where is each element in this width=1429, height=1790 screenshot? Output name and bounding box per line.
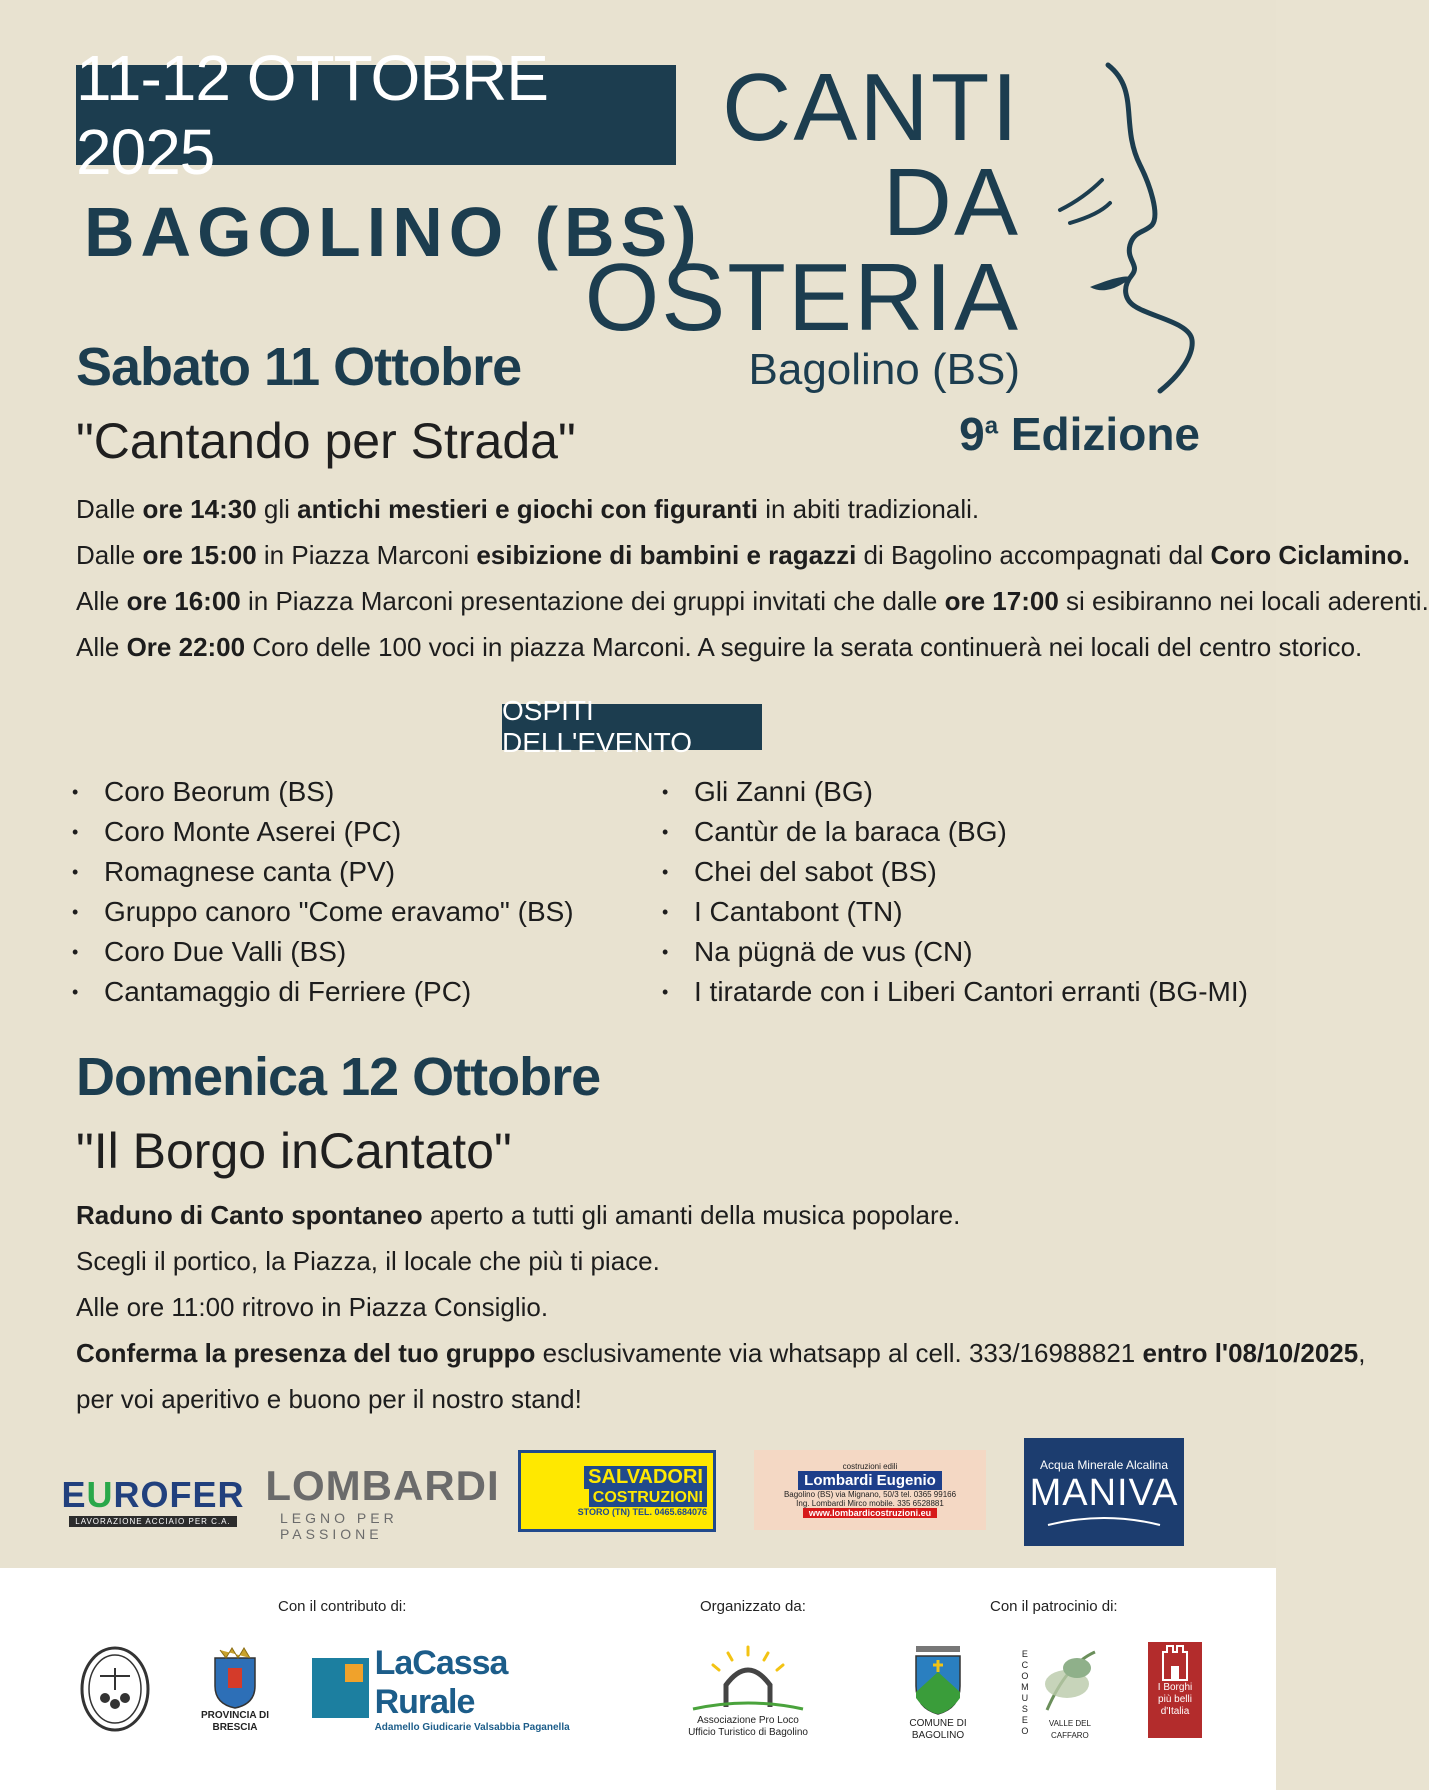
saturday-program-bold-text: Ore 22:00 — [126, 632, 246, 662]
saturday-program-bold-text: ore 14:30 — [142, 494, 257, 524]
saturday-program-text: Dalle — [76, 494, 143, 524]
cassa-rurale-logo — [312, 1643, 602, 1733]
provincia-brescia-logo — [196, 1640, 274, 1740]
saturday-program-text: Dalle — [76, 540, 143, 570]
eugenio-address: Bagolino (BS) via Mignano, 50/3 tel. 0365 99166 — [783, 1490, 957, 1499]
saturday-program-line — [76, 578, 1429, 624]
pro-loco-caption-2: Ufficio Turistico di Bagolino — [688, 1727, 808, 1738]
saturday-program-line — [76, 532, 1429, 578]
sunday-program-text: esclusivamente via whatsapp al cell. 333/16988821 — [535, 1338, 1143, 1368]
maniva-tagline: Acqua Minerale Alcalina — [1039, 1457, 1169, 1472]
event-town: BAGOLINO (BS) — [84, 193, 703, 271]
cassa-rurale-sub: Adamello Giudicarie Valsabbia Paganella — [374, 1721, 570, 1733]
credits-organizzato-label: Organizzato da: — [700, 1598, 806, 1615]
ecomuseo-caption: ECOMUSEO — [1021, 1649, 1029, 1736]
guest-item: • Gli Zanni (BG) — [662, 772, 1248, 812]
guest-item: • Cantùr de la baraca (BG) — [662, 812, 1248, 852]
sunday-program-line — [76, 1284, 1365, 1330]
sunday-program-text: Scegli il portico, la Piazza, il locale che più ti piace. — [76, 1246, 660, 1276]
festival-logo — [584, 54, 1240, 475]
pro-loco-caption-1: Associazione Pro Loco — [697, 1715, 799, 1726]
lombardi-tagline: LEGNO PER PASSIONE — [280, 1510, 398, 1542]
saturday-program-text: Coro delle 100 voci in piazza Marconi. A seguire la serata continuerà nei locali del centro storico. — [245, 632, 1363, 662]
edition-superscript: a — [984, 412, 999, 440]
salvadori-name: SALVADORI — [584, 1466, 707, 1489]
sunday-program-line — [76, 1192, 1365, 1238]
logo-line-osteria: OSTERIA — [584, 244, 1020, 351]
maniva-swoosh-icon — [1044, 1515, 1164, 1527]
sponsor-logos — [0, 1436, 1276, 1546]
borghi-tower-icon — [1157, 1642, 1193, 1682]
sunday-program-text: , — [1358, 1338, 1366, 1368]
saturday-subtitle: "Cantando per Strada" — [76, 413, 576, 469]
lombardi-legno-logo — [265, 1456, 500, 1548]
guest-item: • Chei del sabot (BS) — [662, 852, 1248, 892]
salvadori-type: COSTRUZIONI — [589, 1489, 707, 1507]
borghi-piu-belli-logo — [1148, 1642, 1202, 1738]
guests-list-left — [72, 772, 574, 1012]
eurofer-letter-u: U — [86, 1473, 114, 1515]
credits-patrocinio-label: Con il patrocinio di: — [990, 1598, 1118, 1615]
saturday-program-text: Alle — [76, 586, 127, 616]
saturday-program-line — [76, 486, 1429, 532]
eugenio-name: Lombardi Eugenio — [798, 1471, 942, 1490]
guest-item: • Coro Due Valli (BS) — [72, 932, 574, 972]
saturday-program-text: gli — [256, 494, 298, 524]
saturday-program-bold-text: ore 16:00 — [126, 586, 241, 616]
coat-of-arms-seal-icon — [78, 1644, 152, 1734]
saturday-program-text: si esibiranno nei locali aderenti. — [1058, 586, 1429, 616]
event-date-banner — [76, 42, 676, 188]
saturday-program-line — [76, 624, 1429, 670]
guest-item: • I tiratarde con i Liberi Cantori erranti (BG-MI) — [662, 972, 1248, 1012]
sunday-program-bold-text: entro l'08/10/2025 — [1142, 1338, 1359, 1368]
sunday-title: Domenica 12 Ottobre — [76, 1047, 601, 1107]
sunday-program-text: aperto a tutti gli amanti della musica popolare. — [422, 1200, 961, 1230]
maniva-name: MANIVA — [1029, 1471, 1179, 1514]
edition-word: Edizione — [1010, 408, 1200, 460]
cassa-rurale-la: La — [374, 1643, 413, 1682]
saturday-program-text: di Bagolino accompagnati dal — [856, 540, 1211, 570]
ecomuseo-sub: VALLE DEL CAFFARO — [1048, 1719, 1091, 1740]
guest-item: • Coro Monte Aserei (PC) — [72, 812, 574, 852]
cassa-rurale-square-icon — [312, 1658, 369, 1718]
guest-item: • Coro Beorum (BS) — [72, 772, 574, 812]
sunday-program-text: Alle ore 11:00 ritrovo in Piazza Consiglio. — [76, 1292, 549, 1322]
saturday-program — [76, 486, 1429, 670]
saturday-program-text: in Piazza Marconi presentazione dei gruppi invitati che dalle — [240, 586, 945, 616]
saturday-title: Sabato 11 Ottobre — [76, 337, 522, 397]
ecomuseo-plant-icon — [1037, 1644, 1103, 1718]
salvadori-logo — [518, 1450, 716, 1532]
sunday-program-line — [76, 1238, 1365, 1284]
comune-bagolino-logo — [896, 1640, 980, 1744]
saturday-program-text: in abiti tradizionali. — [758, 494, 980, 524]
sunday-program-text: per voi aperitivo e buono per il nostro stand! — [76, 1384, 582, 1414]
saturday-program-bold-text: Coro Ciclamino. — [1210, 540, 1410, 570]
eugenio-small: costruzioni edili — [842, 1462, 898, 1471]
eurofer-logo — [58, 1472, 248, 1528]
comune-caption: COMUNE DI BAGOLINO — [909, 1718, 967, 1741]
eurofer-letter-e: E — [61, 1473, 87, 1515]
sunday-program-line — [76, 1330, 1365, 1376]
sunday-program-bold-text: Raduno di Canto spontaneo — [76, 1200, 423, 1230]
saturday-program-bold-text: ore 15:00 — [142, 540, 257, 570]
logo-edition — [959, 407, 1200, 461]
guest-item: • Romagnese canta (PV) — [72, 852, 574, 892]
logo-line-canti: CANTI — [722, 54, 1020, 161]
borghi-caption: I Borghi più belli d'Italia — [1157, 1682, 1193, 1717]
eugenio-url: www.lombardicostruzioni.eu — [803, 1508, 937, 1518]
maniva-logo — [1024, 1438, 1184, 1546]
saturday-program-bold-text: esibizione di bambini e ragazzi — [476, 540, 857, 570]
pro-loco-logo — [668, 1640, 828, 1744]
comune-shield-icon — [910, 1642, 966, 1718]
ecomuseo-logo — [1020, 1638, 1110, 1748]
lombardi-eugenio-logo — [754, 1450, 986, 1530]
logo-subtitle: Bagolino (BS) — [748, 345, 1020, 394]
sunday-program-bold-text: Conferma la presenza del tuo gruppo — [76, 1338, 536, 1368]
provincia-shield-icon — [210, 1646, 260, 1710]
cassa-rurale-name: Cassa Rurale — [374, 1643, 508, 1721]
lombardi-name: LOMBARDI — [265, 1462, 500, 1509]
guest-item: • Cantamaggio di Ferriere (PC) — [72, 972, 574, 1012]
pro-loco-arch-sun-icon — [688, 1645, 808, 1715]
eurofer-rest: ROFER — [113, 1473, 245, 1515]
saturday-program-bold-text: ore 17:00 — [944, 586, 1059, 616]
sunday-program-line — [76, 1376, 1365, 1422]
eugenio-mobile: Ing. Lombardi Mirco mobile. 335 6528881 — [796, 1499, 944, 1508]
logo-line-da: DA — [882, 149, 1020, 256]
guest-item: • Gruppo canoro "Come eravamo" (BS) — [72, 892, 574, 932]
guests-heading: OSPITI DELL'EVENTO — [502, 704, 762, 750]
saturday-program-bold-text: antichi mestieri e giochi con figuranti — [297, 494, 758, 524]
singer-profile-icon — [1080, 55, 1230, 405]
event-date: 11-12 OTTOBRE 2025 — [76, 42, 548, 188]
eurofer-tagline: LAVORAZIONE ACCIAIO PER C.A. — [69, 1516, 236, 1527]
saturday-program-text: Alle — [76, 632, 127, 662]
edition-number: 9 — [959, 408, 985, 460]
sunday-subtitle: "Il Borgo inCantato" — [76, 1123, 512, 1179]
sunday-program — [76, 1192, 1365, 1422]
salvadori-phone: STORO (TN) TEL. 0465.684076 — [577, 1506, 707, 1517]
guest-item: • Na pügnä de vus (CN) — [662, 932, 1248, 972]
guests-list-right — [662, 772, 1248, 1012]
saturday-program-text: in Piazza Marconi — [256, 540, 477, 570]
provincia-caption: PROVINCIA DI BRESCIA — [201, 1710, 269, 1733]
credits-contributo-label: Con il contributo di: — [278, 1598, 407, 1615]
guest-item: • I Cantabont (TN) — [662, 892, 1248, 932]
